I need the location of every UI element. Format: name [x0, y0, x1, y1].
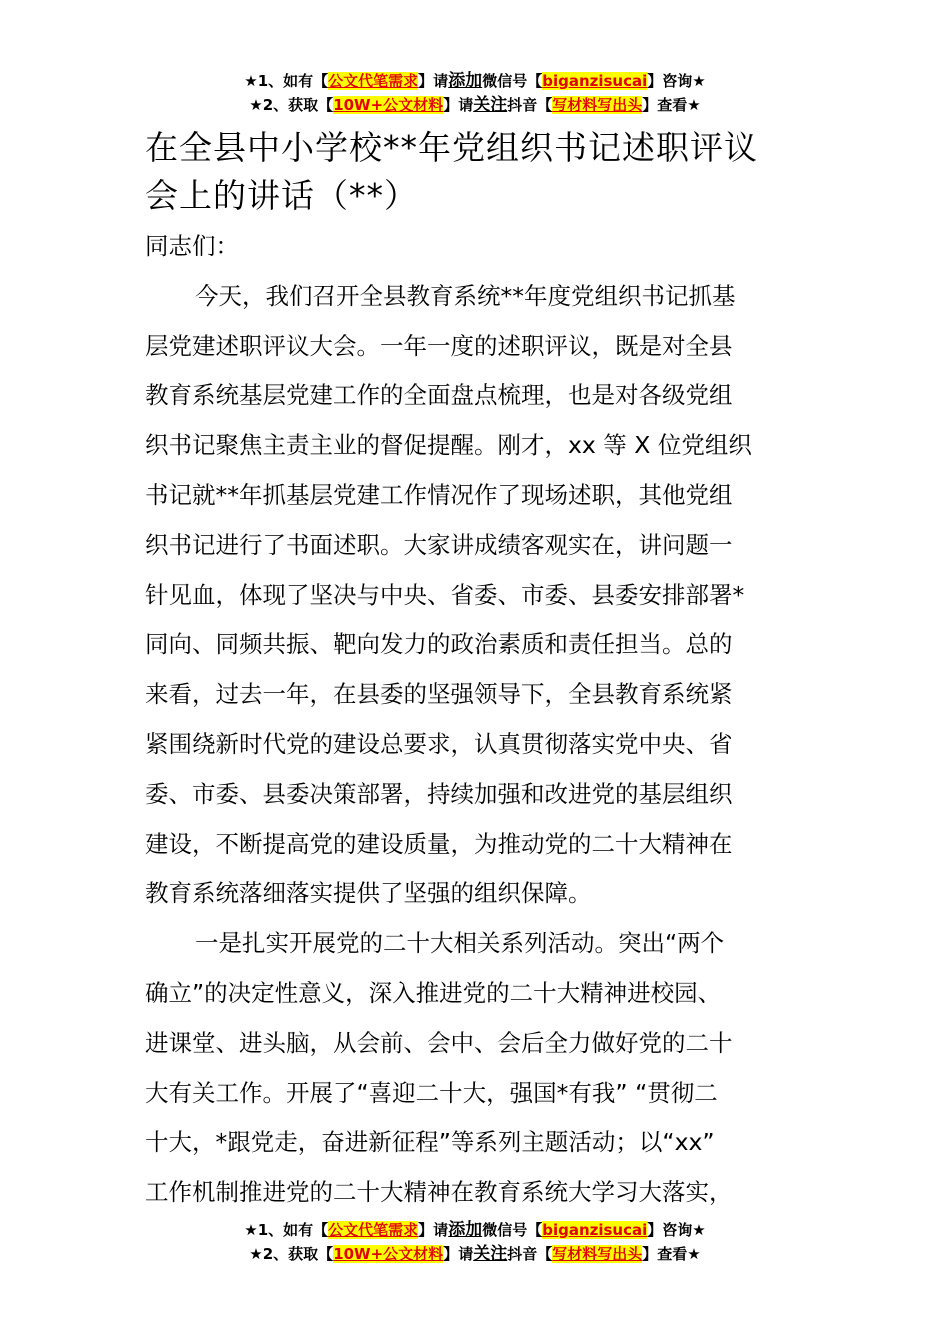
banner-text: 】咨询★: [647, 1221, 706, 1239]
paragraph-line: 建设，不断提高党的建设质量，为推动党的二十大精神在: [145, 829, 733, 858]
paragraph-line: 紧围绕新时代党的建设总要求，认真贯彻落实党中央、省: [145, 729, 733, 758]
banner-underline: 添加: [448, 71, 483, 91]
title-line: 在全县中小学校**年党组织书记述职评议: [145, 128, 758, 167]
title-line: 会上的讲话（**）: [145, 176, 418, 215]
paragraph-line: 进课堂、进头脑，从会前、会中、会后全力做好党的二十: [145, 1028, 733, 1057]
banner-row-2: [0, 1242, 950, 1266]
banner-row-2: [0, 93, 950, 117]
bottom-banner: [0, 1218, 950, 1266]
banner-text: 抖音【: [507, 96, 553, 114]
banner-text: 】请: [443, 96, 474, 114]
paragraph: [145, 272, 825, 919]
document-title: [145, 124, 825, 220]
wechat-id: biganzisucai: [542, 72, 648, 90]
banner-text: ★2、获取【: [249, 96, 334, 114]
paragraph-line: 教育系统落细落实提供了坚强的组织保障。: [145, 879, 592, 908]
document-body: [145, 222, 825, 1218]
salutation: 同志们：: [145, 232, 239, 260]
paragraph-line: 委、市委、县委决策部署，持续加强和改进党的基层组织: [145, 779, 733, 808]
paragraph: [145, 919, 825, 1218]
banner-text: 微信号【: [482, 72, 543, 90]
banner-underline: 关注: [473, 95, 508, 115]
banner-text: ★1、如有【: [244, 72, 329, 90]
paragraph-line: 确立”的决定性意义，深入推进党的二十大精神进校园、: [145, 978, 722, 1007]
paragraph-line: 大有关工作。开展了“喜迎二十大，强国*有我” “贯彻二: [145, 1078, 718, 1107]
banner-text: 】请: [418, 72, 449, 90]
paragraph-line: 今天，我们召开全县教育系统**年度党组织书记抓基: [195, 281, 736, 310]
banner-text: 微信号【: [482, 1221, 543, 1239]
douyin-id: 写材料写出头: [552, 1245, 643, 1263]
banner-underline: 添加: [448, 1220, 483, 1240]
banner-text: 】咨询★: [647, 72, 706, 90]
paragraph-line: 工作机制推进党的二十大精神在教育系统大学习大落实，: [145, 1178, 733, 1207]
paragraph-line: 织书记聚焦主责主业的督促提醒。刚才，xx 等 X 位党组织: [145, 431, 752, 460]
paragraph-line: 十大，*跟党走，奋进新征程”等系列主题活动；以“xx”: [145, 1128, 715, 1157]
banner-text: 】查看★: [642, 96, 701, 114]
banner-row-1: [0, 69, 950, 93]
banner-text: 抖音【: [507, 1245, 553, 1263]
banner-highlight: 10W+公文材料: [333, 96, 444, 114]
banner-text: 】请: [418, 1221, 449, 1239]
banner-row-1: [0, 1218, 950, 1242]
paragraph-line: 针见血，体现了坚决与中央、省委、市委、县委安排部署*: [145, 580, 745, 609]
banner-text: 】请: [443, 1245, 474, 1263]
wechat-id: biganzisucai: [542, 1221, 648, 1239]
banner-highlight: 公文代笔需求: [328, 1221, 419, 1239]
banner-highlight: 10W+公文材料: [333, 1245, 444, 1263]
banner-underline: 关注: [473, 1244, 508, 1264]
banner-highlight: 公文代笔需求: [328, 72, 419, 90]
paragraph-line: 层党建述职评议大会。一年一度的述职评议，既是对全县: [145, 331, 733, 360]
top-banner: [0, 69, 950, 117]
banner-text: ★2、获取【: [249, 1245, 334, 1263]
banner-text: 】查看★: [642, 1245, 701, 1263]
paragraph-line: 教育系统基层党建工作的全面盘点梳理，也是对各级党组: [145, 381, 733, 410]
paragraph-line: 书记就**年抓基层党建工作情况作了现场述职，其他党组: [145, 480, 733, 509]
banner-text: ★1、如有【: [244, 1221, 329, 1239]
douyin-id: 写材料写出头: [552, 96, 643, 114]
paragraph-line: 同向、同频共振、靶向发力的政治素质和责任担当。总的: [145, 630, 733, 659]
paragraph-line: 来看，过去一年，在县委的坚强领导下，全县教育系统紧: [145, 680, 733, 709]
paragraph-line: 织书记进行了书面述职。大家讲成绩客观实在，讲问题一: [145, 530, 733, 559]
paragraph-line: 一是扎实开展党的二十大相关系列活动。突出“两个: [195, 929, 725, 958]
